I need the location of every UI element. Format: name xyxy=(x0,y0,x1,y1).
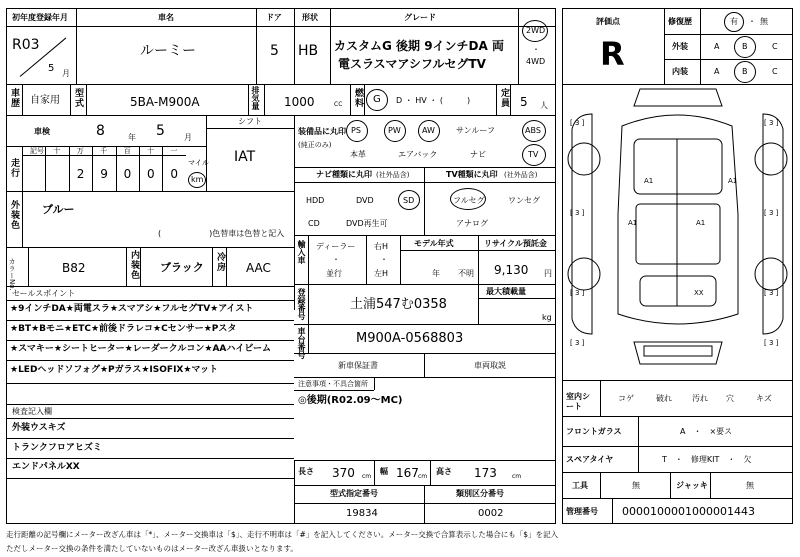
drive-dot: ・ xyxy=(532,45,540,54)
usage-value: 自家用 xyxy=(30,95,60,106)
class-label: 類別区分番号 xyxy=(456,489,504,498)
cap-unit: 人 xyxy=(540,101,548,110)
height-unit: cm xyxy=(512,473,522,480)
inspector-label: 検査記入欄 xyxy=(12,407,52,416)
length-label: 長さ xyxy=(298,467,314,476)
fuel-g: G xyxy=(373,94,381,105)
diagram-bracket: [ 3 ] xyxy=(570,119,585,127)
seat-option: 破れ xyxy=(656,394,672,403)
mileage-digit-label: 百 xyxy=(123,147,131,155)
int-a: A xyxy=(714,67,720,76)
disp-unit: CC xyxy=(334,101,343,108)
equip-aw: AW xyxy=(422,126,435,135)
manual: 車両取説 xyxy=(474,361,506,370)
seat-option: 穴 xyxy=(726,394,734,403)
height-label: 高さ xyxy=(436,467,452,476)
type-label: 型式指定番号 xyxy=(330,489,378,498)
reg-label: 登録番号 xyxy=(297,288,306,320)
ac-label: 冷房 xyxy=(215,252,225,272)
ext-b: B xyxy=(742,42,748,51)
reg-value: 土浦547む0358 xyxy=(350,297,447,312)
cap-label: 定員 xyxy=(499,88,509,108)
notes-label: 注意事項・不具合箇所 xyxy=(298,380,368,388)
sales-line-4: ★LEDヘッドソフォグ★Pガラス★ISOFIX★マット xyxy=(10,365,219,375)
name-label: 車名 xyxy=(158,13,174,22)
model-year-unknown: 不明 xyxy=(458,269,474,278)
color-code-label: カラーNo. xyxy=(8,258,16,291)
grade-line1: カスタムG 後期 9インチDA 両 xyxy=(334,39,504,53)
navi-type-note: (社外品含) xyxy=(376,171,410,179)
damage-mark: A1 xyxy=(728,177,738,185)
diagram-bracket: [ 3 ] xyxy=(570,209,585,217)
first-reg-label: 初年度登録年月 xyxy=(12,13,68,22)
inspector-line-2: トランクフロアヒズミ xyxy=(12,443,102,453)
sales-line-3: ★スマキー★シートヒーター★レーダークルコン★AAハイビーム xyxy=(10,344,272,354)
import-label: 輸入車 xyxy=(297,240,306,264)
inspection-label: 車検 xyxy=(34,127,50,136)
mileage-digit: 2 xyxy=(76,167,85,181)
disp-label: 排気量 xyxy=(251,86,260,110)
model-value: 5BA-M900A xyxy=(130,95,200,109)
import-rh: 右H xyxy=(374,242,389,251)
length-unit: cm xyxy=(362,473,372,480)
diagram-bracket: [ 3 ] xyxy=(764,289,779,297)
car-name: ルーミー xyxy=(140,43,196,59)
first-reg-month: 5 xyxy=(48,63,55,74)
color-label: 外装色 xyxy=(9,200,19,230)
width-unit: cm xyxy=(418,473,428,480)
int-c: C xyxy=(772,67,778,76)
warranty: 新車保証書 xyxy=(338,361,378,370)
inspector-line-3: エンドパネルXX xyxy=(12,462,80,472)
repair-yes: 有 xyxy=(730,17,738,26)
tools-label: 工具 xyxy=(572,481,588,490)
grade-label: グレード xyxy=(404,13,436,22)
damage-mark: A1 xyxy=(628,219,638,227)
diagram-bracket: [ 3 ] xyxy=(570,289,585,297)
color-code: B82 xyxy=(62,261,86,275)
diagram-bracket: [ 3 ] xyxy=(764,209,779,217)
navi-cd: CD xyxy=(308,219,320,228)
diagram-bracket: [ 3 ] xyxy=(570,339,585,347)
seat-option: 汚れ xyxy=(692,394,708,403)
disp-value: 1000 xyxy=(284,95,315,109)
shift-label: シフト xyxy=(238,117,262,126)
seat-option: キズ xyxy=(756,394,772,403)
mileage-digit-label: 万 xyxy=(76,147,84,155)
recycle-label: リサイクル預託金 xyxy=(484,239,547,248)
ext-c: C xyxy=(772,42,778,51)
equipment-label2: (純正のみ) xyxy=(298,141,332,149)
model-label: 型式 xyxy=(73,88,83,108)
mileage-digit-label: 一 xyxy=(170,147,178,155)
type-no: 19834 xyxy=(346,508,378,519)
score-label: 評価点 xyxy=(596,17,620,26)
width-label: 幅 xyxy=(380,467,388,476)
shape-label: 形状 xyxy=(302,13,318,22)
diagram-bracket: [ 3 ] xyxy=(764,339,779,347)
navi-hdd: HDD xyxy=(306,196,325,205)
length-value: 370 xyxy=(332,466,355,480)
tv-fullseg: フルセグ xyxy=(453,196,485,205)
km-label: km xyxy=(191,175,204,184)
mileage-digit: 0 xyxy=(170,167,179,181)
spare-value: T ・ 修理KIT ・ 欠 xyxy=(662,455,752,464)
mileage-digit-label: 十 xyxy=(53,147,61,155)
chassis-label: 車台番号 xyxy=(297,327,306,359)
inspection-year: 8 xyxy=(96,123,105,139)
repair-dot: ・ xyxy=(748,17,756,26)
jack-label: ジャッキ xyxy=(676,481,708,490)
shift-value: IAT xyxy=(234,149,256,165)
navi-dvd: DVD xyxy=(356,196,374,205)
width-value: 167 xyxy=(396,466,419,480)
recycle-yen: 円 xyxy=(544,269,552,278)
mileage-label: 走行 xyxy=(9,158,19,178)
first-reg-era: R03 xyxy=(12,37,40,53)
equip-ps: PS xyxy=(351,126,361,135)
tv-type-note: (社外品含) xyxy=(504,171,538,179)
model-year-label: モデル年式 xyxy=(414,239,454,248)
sales-label: セールスポイント xyxy=(12,289,76,298)
equip-leather: 本革 xyxy=(350,150,366,159)
seat-label: 室内シート xyxy=(566,392,590,411)
glass-label: フロントガラス xyxy=(566,427,622,436)
damage-mark: A1 xyxy=(644,177,654,185)
inspection-month: 5 xyxy=(156,123,165,139)
doors-label: ドア xyxy=(266,13,282,22)
color-note: ( )色替車は色替と記入 xyxy=(158,229,285,238)
inspector-line-1: 外装ウスキズ xyxy=(12,423,66,433)
sales-line-1: ★9インチDA★両電スラ★スマアシ★フルセグTV★アイスト xyxy=(10,304,254,314)
score-value: R xyxy=(600,35,625,73)
seat-option: コゲ xyxy=(618,394,634,403)
usage-label: 車歴 xyxy=(9,88,19,108)
color-value: ブルー xyxy=(42,203,75,216)
ac-value: AAC xyxy=(246,261,271,275)
first-reg-month-unit: 月 xyxy=(62,69,70,78)
sales-line-2: ★BT★Bモニ★ETC★前後ドラレコ★Cセンサー★Pスタ xyxy=(10,324,237,334)
footer-line-2: ただしメーター交換の条件を満たしていないものはメーター改ざん車扱いとなります。 xyxy=(6,544,298,553)
import-parallel: 並行 xyxy=(326,269,342,278)
jack-value: 無 xyxy=(746,481,754,490)
repair-no: 無 xyxy=(760,17,768,26)
diagram-bracket: [ 3 ] xyxy=(764,119,779,127)
fuel-label: 燃料 xyxy=(353,88,363,108)
import-dot2: ・ xyxy=(380,255,388,264)
import-dealer: ディーラー xyxy=(316,242,356,251)
mileage-digit-label: 記号 xyxy=(30,147,44,155)
exterior-label: 外装 xyxy=(672,42,688,51)
model-year-unit: 年 xyxy=(432,269,440,278)
recycle-value: 9,130 xyxy=(494,263,529,277)
tv-type-label: TV種類に丸印 xyxy=(446,170,498,179)
cap-value: 5 xyxy=(520,95,528,109)
mileage-digit: 9 xyxy=(100,167,108,181)
tools-value: 無 xyxy=(632,481,640,490)
navi-type-label: ナビ種類に丸印 xyxy=(316,170,372,179)
load-unit: kg xyxy=(542,313,552,322)
navi-sd: SD xyxy=(403,196,415,205)
spare-label: スペアタイヤ xyxy=(566,455,614,464)
repair-label: 修復歴 xyxy=(668,17,692,26)
drive-2wd: 2WD xyxy=(526,26,546,35)
int-color-value: ブラック xyxy=(160,261,204,274)
mile-label: マイル xyxy=(188,159,209,167)
import-dot: ・ xyxy=(332,255,340,264)
import-lh: 左H xyxy=(374,269,389,278)
inspection-month-unit: 月 xyxy=(184,133,192,142)
equip-tv: TV xyxy=(528,150,539,159)
fuel-rest: D ・ HV ・ ( ) xyxy=(396,96,471,105)
equip-airbag: エアバック xyxy=(398,150,438,159)
int-b: B xyxy=(742,67,748,76)
mileage-digit: 0 xyxy=(147,167,155,181)
footer-line-1: 走行距離の記号欄にメーター改ざん車は「*」、メーター交換車は「$」、走行不明車は「#」を記入してください。メーター交換で合算表示した場合にも「$」を記入 xyxy=(6,530,559,539)
car-damage-diagram xyxy=(562,84,793,380)
mgmt-value: 0000100001000001443 xyxy=(622,505,755,518)
mgmt-label: 管理番号 xyxy=(566,507,598,516)
height-value: 173 xyxy=(474,466,497,480)
shape-value: HB xyxy=(298,43,319,59)
equipment-label: 装備品に丸印 xyxy=(298,127,346,136)
equip-pw: PW xyxy=(388,126,401,135)
class-no: 0002 xyxy=(478,508,504,519)
drive-4wd: 4WD xyxy=(526,57,546,66)
tv-oneseg: ワンセグ xyxy=(508,196,540,205)
navi-dvd-play: DVD再生可 xyxy=(346,219,388,228)
load-label: 最大積載量 xyxy=(486,287,526,296)
doors-value: 5 xyxy=(270,43,279,59)
equip-sunroof: サンルーフ xyxy=(456,126,495,135)
int-color-label: 内装色 xyxy=(129,250,139,280)
glass-value: A ・ ×要ス xyxy=(680,427,733,436)
mileage-digit-label: 千 xyxy=(100,147,108,155)
tv-analog: アナログ xyxy=(456,219,488,228)
grade-line2: 電スラスマアシフルセグTV xyxy=(338,57,486,71)
damage-mark: XX xyxy=(694,289,704,297)
inspection-year-unit: 年 xyxy=(128,133,136,142)
interior-label: 内装 xyxy=(672,67,688,76)
mileage-digit-label: 十 xyxy=(147,147,154,155)
notes-value: ◎後期(R02.09〜MC) xyxy=(298,395,403,406)
damage-mark: A1 xyxy=(696,219,706,227)
mileage-digit: 0 xyxy=(123,167,132,181)
equip-abs: ABS xyxy=(525,126,541,135)
ext-a: A xyxy=(714,42,720,51)
equip-navi: ナビ xyxy=(470,150,486,159)
chassis-value: M900A-0568803 xyxy=(356,331,464,346)
